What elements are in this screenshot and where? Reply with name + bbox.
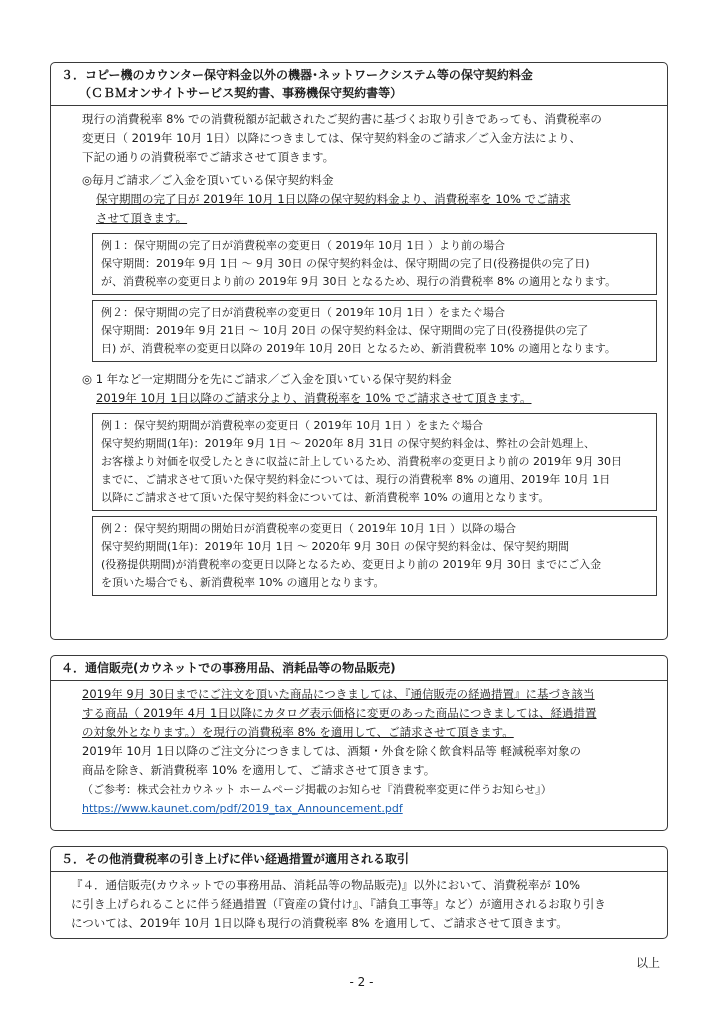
example-line: 保守期間：2019年 9月 1日 ～ 9月 30日 の保守契約料金は、保守期間の完了日(役務提供の完了日) [101, 257, 590, 270]
reference-note: （ご参考：株式会社カウネット ホームページ掲載のお知らせ『消費税率変更に伴うお知らせ』） [82, 783, 552, 796]
example-line: 保守期間：2019年 9月 21日 ～ 10月 20日 の保守契約料金は、保守期間の完了日(役務提供の完了 [101, 324, 589, 337]
monthly-billing-text: 保守期間の完了日が 2019年 10月 1日以降の保守契約料金より、消費税率を 10% でご請求 [96, 192, 571, 206]
intro-line: 現行の消費税率 8% での消費税額が記載されたご契約書に基づくお取り引きであっても、消費税率の [82, 112, 602, 126]
example-line: (役務提供期間)が消費税率の変更日以降となるため、変更日より前の 2019年 9月 30日 までにご入金 [101, 558, 602, 571]
section-5-header [51, 847, 667, 872]
mail-order-underlined-line: 2019年 9月 30日までにご注文を頂いた商品につきましては、『通信販売の経過措置』に基づき該当 [82, 687, 595, 701]
transitional-line: 『４．通信販売(カウネットでの事務用品、消耗品等の物品販売)』以外において、消費税率が 10% [71, 878, 581, 892]
example-line: 例２：保守契約期間の開始日が消費税率の変更日（ 2019年 10月 1日 ）以降の場合 [101, 522, 516, 535]
example-line: お客様より対価を収受したときに収益に計上しているため、消費税率の変更日より前の 2019年 9月 30日 [101, 455, 623, 468]
section-3-body [51, 106, 667, 602]
example-box-1 [92, 233, 657, 295]
mail-order-underlined-line: する商品（ 2019年 4月 1日以降にカタログ表示価格に変更のあった商品につきましては、経過措置 [82, 706, 597, 720]
monthly-billing-text: させて頂きます。 [96, 211, 188, 225]
section-3-subtitle: （ＣＢＭオンサイトサービス契約書、事務機保守契約書等） [79, 86, 403, 100]
transitional-line: に引き上げられることに伴う経過措置（『資産の貸付け』、『請負工事等』など）が適用されるお取り引き [71, 897, 606, 911]
annual-billing-heading: ◎ 1 年など一定期間分を先にご請求／ご入金を頂いている保守契約料金 [82, 372, 452, 386]
example-box-2 [92, 300, 657, 362]
page-number: - 2 - [349, 975, 374, 989]
transitional-line: については、2019年 10月 1日以降も現行の消費税率 8% を適用して、ご請求させて頂きます。 [71, 916, 568, 930]
annual-billing-text: 2019年 10月 1日以降のご請求分より、消費税率を 10% でご請求させて頂きます。 [96, 391, 532, 405]
monthly-billing-block [82, 171, 657, 362]
kaunet-announcement-link[interactable]: https://www.kaunet.com/pdf/2019_tax_Announcement.pdf [82, 802, 403, 815]
section-5 [50, 846, 668, 939]
example-box-3 [92, 413, 657, 511]
example-line: までに、ご請求させて頂いた保守契約料金については、現行の消費税率 8% の適用、2019年 10月 1日 [101, 473, 611, 486]
section-4-header [51, 656, 667, 681]
example-line: 例１：保守期間の完了日が消費税率の変更日（ 2019年 10月 1日 ）より前の場合 [101, 239, 505, 252]
mail-order-line: 2019年 10月 1日以降のご注文分につきましては、酒類・外食を除く飲食料品等 軽減税率対象の [82, 744, 581, 758]
example-line: を頂いた場合でも、新消費税率 10% の適用となります。 [101, 576, 385, 589]
mail-order-underlined-line: の対象外となります。）を現行の消費税率 8% を適用して、ご請求させて頂きます。 [82, 725, 514, 739]
section-3 [50, 62, 668, 640]
example-line: 例２：保守期間の完了日が消費税率の変更日（ 2019年 10月 1日 ）をまたぐ場合 [101, 306, 505, 319]
section-4-title: ４．通信販売(カウネットでの事務用品、消耗品等の物品販売) [61, 661, 396, 675]
example-line: 保守契約期間(1年)：2019年 9月 1日 ～ 2020年 8月 31日 の保守契約料金は、弊社の会計処理上、 [101, 437, 596, 450]
intro-line: 下記の通りの消費税率でご請求させて頂きます。 [82, 150, 335, 164]
section-3-header [51, 63, 667, 106]
closing-mark: 以上 [636, 956, 661, 970]
section-5-title: ５．その他消費税率の引き上げに伴い経過措置が適用される取引 [61, 852, 410, 866]
section-4-body [51, 681, 667, 824]
example-line: 日) が、消費税率の変更日以降の 2019年 10月 20日 となるため、新消費税率 10% の適用となります。 [101, 342, 616, 355]
intro-line: 変更日（ 2019年 10月 1日）以降につきましては、保守契約料金のご請求／ご入金方法により、 [82, 131, 581, 145]
monthly-billing-heading: ◎毎月ご請求／ご入金を頂いている保守契約料金 [82, 173, 334, 187]
example-box-4 [92, 516, 657, 596]
mail-order-line: 商品を除き、新消費税率 10% を適用して、ご請求させて頂きます。 [82, 763, 436, 777]
example-line: 以降にご請求させて頂いた保守契約料金については、新消費税率 10% の適用となります。 [101, 491, 550, 504]
example-line: が、消費税率の変更日より前の 2019年 9月 30日 となるため、現行の消費税率 8% の適用となります。 [101, 275, 617, 288]
section-4 [50, 655, 668, 831]
annual-billing-block [82, 370, 657, 596]
example-line: 例１：保守契約期間が消費税率の変更日（ 2019年 10月 1日 ）をまたぐ場合 [101, 419, 483, 432]
example-line: 保守契約期間(1年)：2019年 10月 1日 ～ 2020年 9月 30日 の保守契約料金は、保守契約期間 [101, 540, 570, 553]
section-3-title: ３．コピー機のカウンター保守料金以外の機器･ネットワークシステム等の保守契約料金 [61, 68, 533, 82]
section-5-body [51, 872, 667, 939]
